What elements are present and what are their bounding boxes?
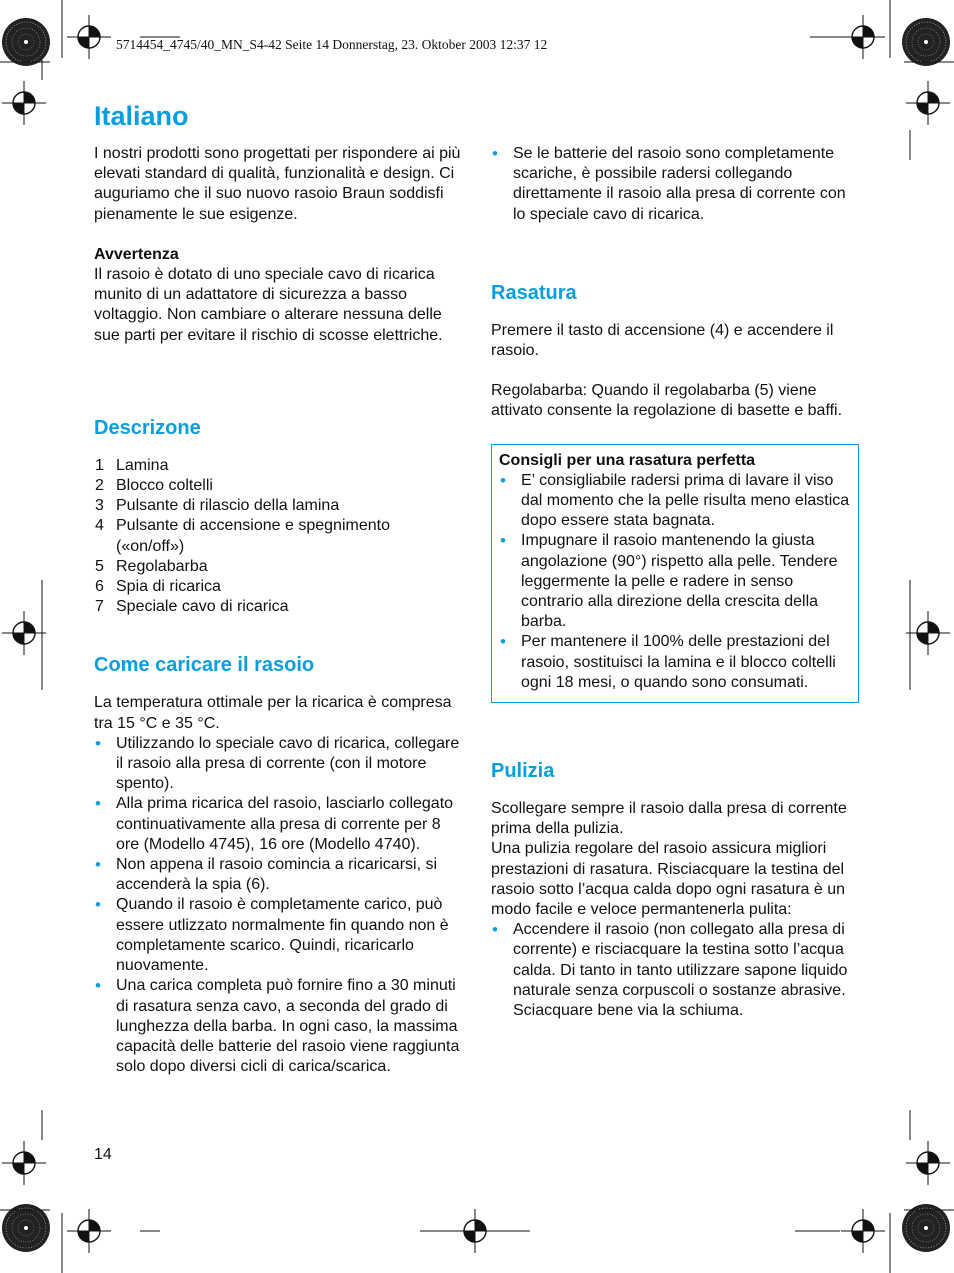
tips-box	[491, 444, 859, 703]
parts-list	[94, 456, 462, 618]
shaving-paragraph-2: Regolabarba: Quando il regolabarba (5) viene attivato consente la regolazione di basette e baffi.	[491, 382, 843, 420]
left-column	[94, 144, 462, 1077]
page-number: 14	[94, 1146, 112, 1163]
charging-continued	[491, 144, 859, 225]
list-item: 4 Pulsante di accensione e spegnimento («on/off»)	[95, 517, 390, 555]
cleaning-bullets	[491, 920, 859, 1021]
list-item: • Una carica completa può fornire fino a 30 minuti di rasatura senza cavo, a seconda del grado di lunghezza della barba. In ogni caso, la massima capacità delle batterie del rasoio viene raggiunta solo dopo diversi cicli di carica/scarica.	[94, 976, 462, 1077]
cleaning-paragraph-1: Scollegare sempre il rasoio dalla presa di corrente prima della pulizia.	[491, 800, 847, 838]
page-title: Italiano	[94, 101, 189, 131]
list-item: • Alla prima ricarica del rasoio, lasciarlo collegato continuativamente alla presa di corrente per 8 ore (Modello 4745), 16 ore (Modello 4740).	[94, 794, 462, 855]
warning-text: Il rasoio è dotato di uno speciale cavo di ricarica munito di un adattatore di sicurezza a basso voltaggio. Non cambiare o alterare nessuna delle sue parti per evitare il rischio di scosse elettriche.	[94, 266, 443, 344]
list-item: • Accendere il rasoio (non collegato alla presa di corrente) e risciacquare la testina sotto l’acqua calda. Di tanto in tanto utilizzare sapone liquido naturale senza corpuscoli o sostanze abrasive. Sciacquare bene via la schiuma.	[491, 920, 859, 1021]
list-item: 6 Spia di ricarica	[95, 578, 221, 596]
list-item: • Impugnare il rasoio mantenendo la giusta angolazione (90°) rispetto alla pelle. Tendere leggermente la pelle e radere in senso contrario alla direzione della crescita della barba.	[499, 531, 851, 632]
charging-bullets	[94, 734, 462, 1077]
list-item: • Utilizzando lo speciale cavo di ricarica, collegare il rasoio alla presa di corrente (con il motore spento).	[94, 734, 462, 795]
shaving-heading: Rasatura	[491, 281, 577, 304]
cleaning-heading: Pulizia	[491, 760, 555, 783]
list-item: • E’ consigliabile radersi prima di lavare il viso dal momento che la pelle risulta meno elastica dopo essere stata bagnata.	[499, 471, 851, 532]
list-item: • Per mantenere il 100% delle prestazioni del rasoio, sostituisci la lamina e il blocco coltelli ogni 18 mesi, o quando sono consumati.	[499, 632, 851, 693]
list-item: 5 Regolabarba	[95, 557, 208, 575]
cleaning-paragraph-2: Una pulizia regolare del rasoio assicura migliori prestazioni di rasatura. Risciacquare la testina del rasoio sotto l’acqua calda dopo ogni rasatura è un modo facile e veloce permantenerla pulita:	[491, 840, 846, 919]
list-item: 2 Blocco coltelli	[95, 477, 213, 495]
charging-heading: Come caricare il rasoio	[94, 654, 315, 677]
list-item: 7 Speciale cavo di ricarica	[95, 598, 289, 616]
description-heading: Descrizone	[94, 416, 201, 439]
shaving-paragraph-1: Premere il tasto di accensione (4) e accendere il rasoio.	[491, 321, 834, 360]
warning-heading: Avvertenza	[94, 245, 179, 263]
tips-heading: Consigli per una rasatura perfetta	[499, 451, 756, 469]
list-item: • Se le batterie del rasoio sono completamente scariche, è possibile radersi collegando direttamente il rasoio alla presa di corrente con lo speciale cavo di ricarica.	[491, 144, 859, 225]
print-slug: 5714454_4745/40_MN_S4-42 Seite 14 Donnerstag, 23. Oktober 2003 12:37 12	[116, 37, 548, 52]
list-item: 1 Lamina	[95, 456, 169, 474]
tips-bullets	[499, 471, 851, 693]
right-column	[491, 144, 859, 1021]
intro-paragraph: I nostri prodotti sono progettati per rispondere ai più elevati standard di qualità, funzionalità e design. Ci auguriamo che il suo nuovo rasoio Braun soddisfi pienamente le sue esigenze.	[94, 145, 461, 223]
charging-intro: La temperatura ottimale per la ricarica è compresa tra 15 °C e 35 °C.	[94, 694, 452, 732]
list-item: • Non appena il rasoio comincia a ricaricarsi, si accenderà la spia (6).	[94, 855, 462, 895]
list-item: 3 Pulsante di rilascio della lamina	[95, 497, 340, 515]
list-item: • Quando il rasoio è completamente carico, può essere utlizzato normalmente fin quando non è completamente scarico. Quindi, ricaricarlo nuovamente.	[94, 895, 462, 976]
